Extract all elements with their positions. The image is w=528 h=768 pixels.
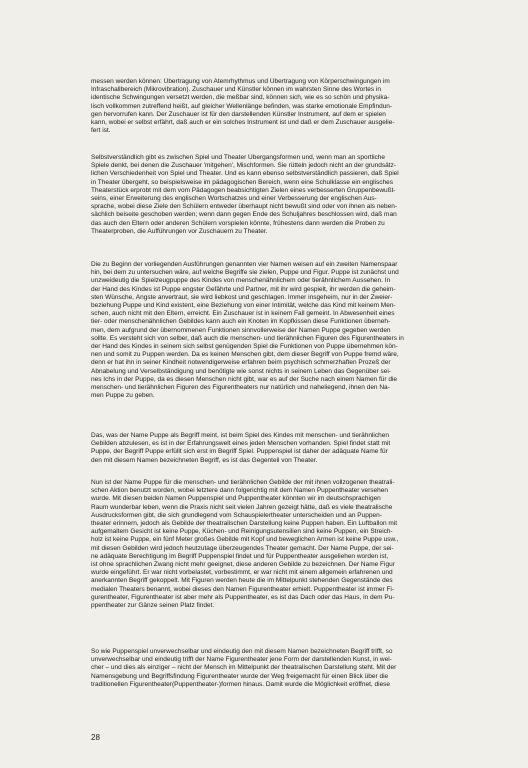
text-line: das auch den Eltern oder anderen Schülern vorspielen könnte, frühestens dann werden die Proben zu [91, 219, 385, 227]
text-line: seins, einer Erweiterung des englischen Wortschatzes und einer Verbesserung der englischen Aus- [91, 195, 377, 203]
text-line: der Hand des Kindes in seinem sich selbst genügenden Spiel die Funktionen von Puppe übernehmen kön- [91, 343, 398, 351]
text-line: Spiele denkt, bei denen die Zuschauer 'mitgehen', Mischformen. Sie rütteln jedoch nicht an der grundsätz- [91, 162, 396, 170]
text-line: anerkannten Begriff gekoppelt. Mit Figuren werden heute die im Mittelpunkt stehenden Gegenstände des [91, 577, 393, 585]
text-line: tier- oder menschenähnlichen Gebildes kann auch ein Knoten im Kopfkissen diese Funktionen überneh- [91, 318, 391, 326]
text-line: traditionellen Figurentheater(Puppentheater-)formen hinaus. Damit wurde die Möglichkeit eröffnet, diese [91, 680, 391, 688]
text-line: aufgemaltem Gesicht ist keine Puppe, Küchen- und Reinigungsutensilien sind keine Puppen, ein Streich- [91, 528, 393, 536]
text-line: Infraschallbereich (Mikrovibration). Zuschauer und Künstler können im wahrsten Sinne des Wortes in [91, 86, 381, 94]
paragraph-3 [91, 261, 501, 400]
text-line: gurentheater, Figurentheater ist aber mehr als Puppentheater, es ist das Dach oder das Haus, in dem Pu- [91, 593, 395, 601]
text-line: Theaterproben, die Aufführungen vor Zuschauern zu Theater. [91, 227, 268, 235]
text-line: Selbstverständlich gibt es zwischen Spiel und Theater Übergangsformen und, wenn man an sportliche [91, 154, 385, 161]
text-line: nen und somit zu Puppen werden. Da es keinen Menschen gibt, dem dieser Begriff von Puppe fremd wäre, [91, 351, 399, 359]
text-line: wurde eingeführt. Er war nicht vorbelastet, vorbestimmt, er war nicht mit einem allgemein erfahrenen und [91, 569, 393, 577]
text-line: kann, wobei er selbst erfährt, daß auch er ein solches Instrument ist und daß er dem Zuschauer ausgelie- [91, 119, 395, 127]
text-line: menschen- und tierähnlichen Figuren des Figurentheaters nur natürlich und naheliegend, ihnen den Na- [91, 384, 390, 392]
text-line: lichen Verschiedenheit von Spiel und Theater. Und es kann ebenso selbstverständlich passieren, daß Spiel [91, 170, 399, 178]
text-line: Namensgebung und Begriffsfindung Figurentheater wurde der Weg freigemacht für einen Blick über die [91, 672, 389, 680]
text-line: der Hand des Kindes ist Puppe engster Gefährte und Partner, mit ihr wird gespielt, ihr werden die geheim- [91, 285, 396, 293]
text-line: sprache, wobei diese Ziele den Schülern entweder überhaupt nicht bewußt sind oder von ihnen als neben- [91, 203, 398, 211]
text-line: messen werden können: Übertragung von Atemrhythmus und Übertragung von Körperschwingungen im [91, 78, 390, 85]
text-line: den mit diesem Namen bezeichneten Begriff, es ist das Gegenteil von Theater. [91, 456, 318, 464]
text-line: unverwechselbar und eindeutig trifft der Name Figurentheater jene Form der darstellenden Kunst, in wel- [91, 656, 392, 664]
paragraph-1 [91, 78, 501, 135]
text-line: unzweideutig die Spielzeugpuppe des Kindes von menschenähnlichem oder tierähnlichem Aussehen. In [91, 277, 391, 285]
text-line: identische Schwingungen versetzt werden, die meßbar sind, können sich, wie es so schön und physika- [91, 94, 390, 102]
text-line: Gebilden abzulesen, es ist in der Erfahrungswelt eines jeden Menschen vorhanden. Spiel findet statt mit [91, 440, 391, 448]
text-line: Ausdrucksformen gibt, die sich grundlegend vom Schauspielertheater unterscheiden und an Puppen- [91, 511, 382, 519]
page-number: 28 [91, 733, 100, 742]
text-line: sächlich beiseite geschoben werden; wenn dann gegen Ende des Schuljahres beschlossen wird, daß man [91, 211, 397, 219]
text-line: nes Ichs in der Puppe, da es diesen Menschen nicht gibt, war es auf der Suche nach einem Namen für die [91, 375, 398, 383]
text-line: sollte. Es versteht sich von selber, daß auch die menschen- und tierähnlichen Figuren des Figurentheaters in [91, 334, 404, 342]
text-line: in Theater übergeht, so beispielsweise im pädagogischen Bereich, wenn eine Schulklasse ein englisches [91, 178, 393, 186]
paragraph-5 [91, 479, 501, 610]
text-line: men Puppe zu geben. [91, 392, 155, 400]
text-line: Die zu Beginn der vorliegenden Ausführungen genannten vier Namen weisen auf ein zweiten Namenspaar [91, 261, 398, 268]
text-line: Theaterstück erprobt mit dem vom Pädagogen beabsichtigten Zielen eines verbesserten Gruppenbewußt- [91, 186, 396, 194]
text-line: So wie Puppenspiel unverwechselbar und eindeutig den mit diesem Namen bezeichneten Begriff trifft, so [91, 648, 393, 655]
text-line: gen hervorrufen kann. Der Zuschauer ist für den darstellenden Künstler Instrument, auf dem er spielen [91, 110, 386, 118]
text-line: men, dem aufgrund der übernommenen Funktionen sinnvollerweise der Namen Puppe gegeben werden [91, 326, 391, 334]
text-line: hin, bei dem zu untersuchen wäre, auf welche Begriffe sie zielen, Puppe und Figur. Puppe ist zunächst und [91, 269, 399, 277]
text-line: ppentheater zur Gänze seinen Platz findet. [91, 602, 215, 610]
text-line: denn er hat ihn in seiner Kindheit notwendigerweise erfahren beim psychisch schmerzhaften Prozeß der [91, 359, 391, 367]
text-line: wurde. Mit diesen beiden Namen Puppenspiel und Puppentheater könnten wir im deutschsprachigen [91, 495, 381, 503]
paragraph-2 [91, 154, 501, 236]
text-line: ne adäquate Berechtigung im Begriff Puppenspiel findet und für Puppentheater ausgeliehen worden ist, [91, 552, 389, 560]
text-line: Raum wunderbar leben, wenn die Praxis nicht seit vielen Jahren gezeigt hätte, daß es viele theatralische [91, 503, 393, 511]
paragraph-4 [91, 432, 501, 465]
text-line: Das, was der Name Puppe als Begriff meint, ist beim Spiel des Kindes mit menschen- und tierähnlichen [91, 432, 389, 439]
text-line: theater erinnern, jedoch als Gebilde der theatralischen Darstellung keine Puppen haben. Ein Luftballon mit [91, 520, 398, 528]
text-line: cher – und dies als einziger – nicht der Mensch im Mittelpunkt der theatralischen Darstellung steht. Mit der [91, 664, 397, 672]
text-line: lisch vollkommen zutreffend heißt, auf gleicher Wellenlänge befinden, was starke emotionale Empfindun- [91, 102, 393, 110]
text-line: Puppe, der Begriff Puppe erfüllt sich erst im Begriff Spiel. Puppenspiel ist daher der adäquate Name für [91, 448, 388, 456]
text-line: beziehung Puppe und Kind existent, eine Beziehung von einer Intimität, welche das Kind mit keinem Men- [91, 302, 396, 310]
text-line: holz ist keine Puppe, ein fünf Meter großes Gebilde mit Kopf und beweglichen Armen ist keine Puppe usw., [91, 536, 399, 544]
text-line: ist ohne sprachlichen Zwang nicht mehr geeignet, diese anderen Gebilde zu bezeichnen. Der Name Figur [91, 561, 395, 569]
text-line: mit diesen Gebilden wird jedoch heutzutage überzeugendes Theater gemacht. Der Name Puppe, der sei- [91, 544, 394, 552]
text-line: schen Aktion benutzt worden, wobei letztere dann folgerichtig mit dem Namen Puppentheater versehen [91, 487, 389, 495]
text-line: sten Wünsche, Ängste anvertraut, sie wird liebkost und geschlagen. Immer insgeheim, nur in der Zweier- [91, 293, 393, 301]
text-line: fert ist. [91, 127, 111, 135]
text-line: schen, auch nicht mit den Eltern, erreicht. Ein Zuschauer ist in keinem Fall gemeint. In Abwesenheit eines [91, 310, 395, 318]
text-line: medialen Theaters benannt, wobei dieses den Namen Figurentheater erhielt. Puppentheater ist immer Fi- [91, 585, 395, 593]
text-line: Nun ist der Name Puppe für die menschen- und tierähnlichen Gebilde der mit ihnen vollzogenen theatrali- [91, 479, 395, 486]
text-line: Abnabelung und Verselbständigung und benötigte wie sonst nichts in seinem Leben das Gegenüber sei- [91, 367, 391, 375]
paragraph-6 [91, 648, 501, 689]
